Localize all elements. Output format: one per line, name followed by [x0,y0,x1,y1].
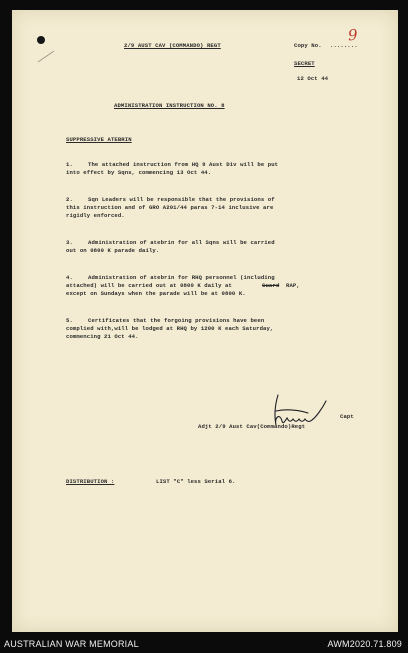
para-4-after-struck: RAP, [286,282,300,289]
footer-accession-number: AWM2020.71.809 [327,639,402,649]
para-3-number: 3. [66,239,73,246]
para-5-line-3: commencing 21 Oct 44. [66,333,139,340]
para-2-number: 2. [66,196,73,203]
para-2-line-2: this instruction and of GRO A201/44 paras 7-14 inclusive are [66,204,274,211]
document-page [12,10,398,632]
para-3-line-1: Administration of atebrin for all Sqns will be carried [88,239,275,246]
copy-number: 9 [347,25,359,45]
para-1-line-2: into effect by Sqns, commencing 13 Oct 44. [66,169,212,176]
para-5-number: 5. [66,317,73,324]
para-5-line-2: complied with,will be lodged at RHQ by 1200 K each Saturday, [66,325,274,332]
para-4-line-3: except on Sundays when the parade will be at 0800 K. [66,290,246,297]
para-4-struck-word: Guard [262,282,280,289]
unit-heading: 2/9 AUST CAV (COMMANDO) REGT [124,42,221,49]
para-2-line-1: Sqn Leaders will be responsible that the provisions of [88,196,275,203]
document-title: ADMINISTRATION INSTRUCTION NO. 8 [114,102,225,109]
subject-heading: SUPPRESSIVE ATEBRIN [66,136,132,143]
copy-dots: ........ [330,42,358,49]
copy-label: Copy No. [294,42,322,49]
distribution-label: DISTRIBUTION : [66,478,115,485]
para-4-line-2: attached) will be carried out at 0800 K daily at [66,282,232,289]
document-date: 12 Oct 44 [297,75,329,82]
distribution-text: LIST "C" less Serial 6. [156,478,236,485]
pen-mark [36,48,58,64]
para-2-line-3: rigidly enforced. [66,212,125,219]
para-5-line-1: Certificates that the forgoing provisions have been [88,317,265,324]
para-4-number: 4. [66,274,73,281]
para-1-number: 1. [66,161,73,168]
footer-archive-name: AUSTRALIAN WAR MEMORIAL [4,639,139,649]
para-3-line-2: out on 0800 K parade daily. [66,247,160,254]
para-4-line-1: Administration of atebrin for RHQ personnel (including [88,274,275,281]
signatory-appointment: Adjt 2/9 Aust Cav(Commando)Regt [198,423,306,430]
signatory-rank: Capt [340,413,354,420]
para-1-line-1: The attached instruction from HQ 9 Aust Div will be put [88,161,279,168]
punch-hole [37,36,45,44]
classification: SECRET [294,60,315,67]
